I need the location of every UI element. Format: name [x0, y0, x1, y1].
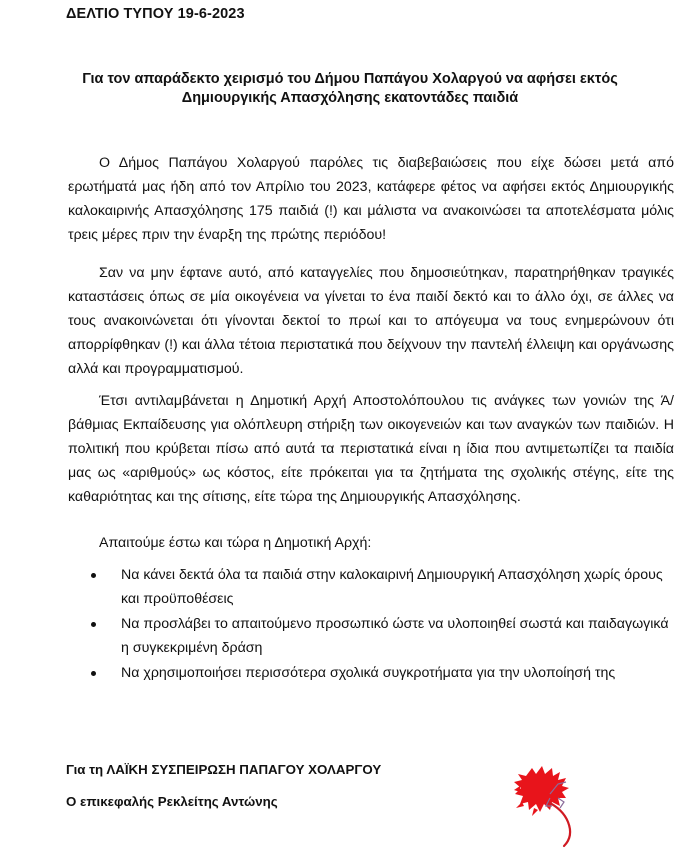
paragraph-2: Σαν να μην έφτανε αυτό, από καταγγελίες που δημοσιεύτηκαν, παρατηρήθηκαν τραγικές καταστάσεις όπως σε μία οικογένεια να γίνεται το ένα παιδί δεκτό και το άλλο όχι, σε άλλες να τους ανακοινώνεται ότι γίνονται δεκτοί το πρωί και το απόγευμα να τους ενημερώνουν ότι απορρίφθηκαν (!) και άλλα τέτοια περιστατικά που δείχνουν την παντελή έλλειψη και οργάνωσης αλλά και προγραμματισμού. — [68, 265, 674, 377]
bullet-icon — [91, 671, 96, 676]
press-release-header: ΔΕΛΤΙΟ ΤΥΠΟΥ 19-6-2023 — [66, 6, 245, 22]
bullet-icon — [91, 573, 96, 578]
demand-item — [91, 612, 671, 660]
paragraph-3: Έτσι αντιλαμβάνεται η Δημοτική Αρχή Αποστολόπουλου τις ανάγκες των γονιών της Ά/ βάθμιας Εκπαίδευσης για ολόπλευρη στήριξη των οικογενειών και των αναγκών των παιδιών. Η πολιτική που κρύβεται πίσω από αυτά τα περιστατικά είναι η ίδια που αντιμετωπίζει τα παιδία μας ως «αριθμούς» ως κόστος, είτε πρόκειται για τα ζητήματα της σχολικής στέγης, είτε της καθαριότητας και της σίτισης, είτε τώρα της Δημιουργικής Απασχόλησης. — [68, 393, 674, 505]
demand-text: Να προσλάβει το απαιτούμενο προσωπικό ώστε να υλοποιηθεί σωστά και παιδαγωγικά η συγκεκριμένη δράση — [121, 616, 669, 656]
demand-text: Να χρησιμοποιήσει περισσότερα σχολικά συγκροτήματα για την υλοποίησή της — [121, 665, 616, 681]
demand-text: Να κάνει δεκτά όλα τα παιδιά στην καλοκαιρινή Δημιουργική Απασχόληση χωρίς όρους και προϋποθέσεις — [121, 567, 663, 607]
demands-intro: Απαιτούμε έστω και τώρα η Δημοτική Αρχή: — [99, 535, 372, 551]
headline-line-1: Για τον απαράδεκτο χειρισμό του Δήμου Παπάγου Χολαργού να αφήσει εκτός — [82, 71, 618, 87]
headline-line-2: Δημιουργικής Απασχόλησης εκατοντάδες παιδιά — [181, 90, 519, 106]
demand-item — [91, 661, 671, 685]
bullet-icon — [91, 622, 96, 627]
demand-item — [91, 563, 671, 611]
signature-organization: Για τη ΛΑΪΚΗ ΣΥΣΠΕΙΡΩΣΗ ΠΑΠΑΓΟΥ ΧΟΛΑΡΓΟΥ — [66, 762, 382, 777]
red-carnation-icon — [512, 762, 590, 848]
carnation-stem — [548, 802, 570, 846]
signature-name: Ο επικεφαλής Ρεκλείτης Αντώνης — [66, 794, 278, 809]
paragraph-1: Ο Δήμος Παπάγου Χολαργού παρόλες τις διαβεβαιώσεις που είχε δώσει μετά από ερωτήματά μας ήδη από τον Απρίλιο του 2023, κατάφερε φέτος να αφήσει εκτός Δημιουργικής καλοκαιρινής Απασχόλησης 175 παιδιά (!) και μάλιστα να ανακοινώσει τα αποτελέσματα μόλις τρεις μέρες πριν την έναρξη της πρώτης περιόδου! — [68, 155, 674, 243]
headline — [40, 70, 660, 108]
carnation-flower — [514, 766, 569, 816]
demands-list — [91, 563, 671, 686]
